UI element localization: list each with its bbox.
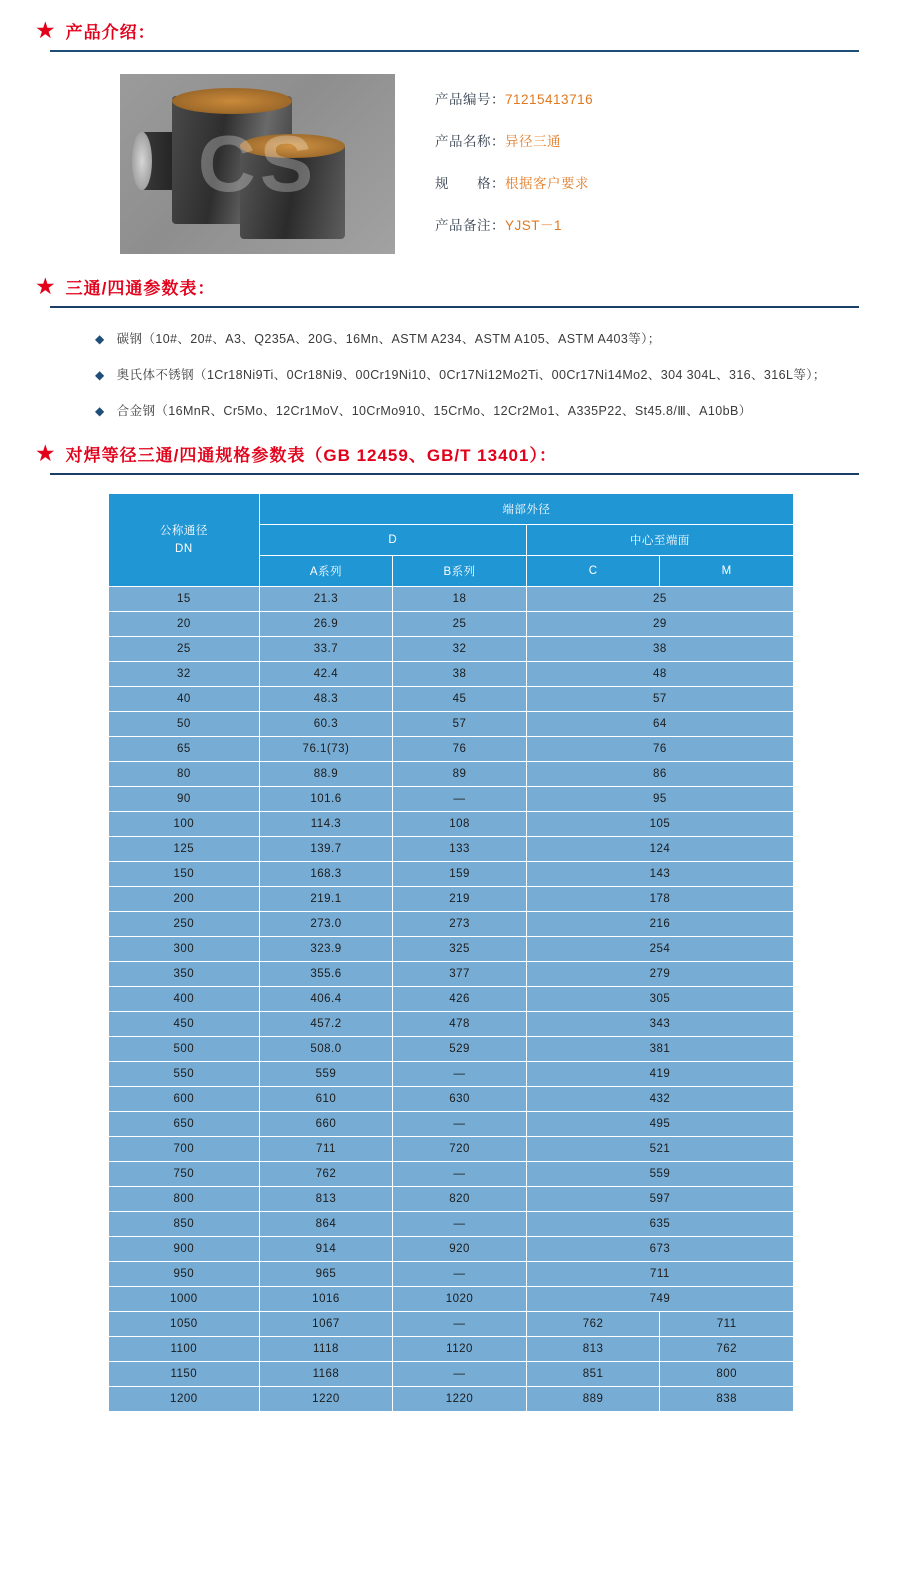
th-c: C [526, 556, 660, 587]
cell-center-to-end: 711 [526, 1262, 793, 1287]
cell-center-to-end: 495 [526, 1112, 793, 1137]
th-dn-line2: DN [175, 543, 193, 556]
star-icon: ★ [35, 17, 56, 43]
cell-a-series: 33.7 [259, 637, 393, 662]
cell-dn: 550 [109, 1062, 260, 1087]
cell-b-series: 920 [393, 1237, 527, 1262]
cell-b-series: 38 [393, 662, 527, 687]
table-row [109, 787, 794, 812]
cell-a-series: 1016 [259, 1287, 393, 1312]
cell-b-series: — [393, 1062, 527, 1087]
list-item-text: 合金钢（16MnR、Cr5Mo、12Cr1MoV、10CrMo910、15CrMo、12Cr2Mo1、A335P22、St45.8/Ⅲ、A10bB） [116, 404, 752, 419]
list-item [95, 364, 844, 387]
cell-b-series: 32 [393, 637, 527, 662]
cell-dn: 150 [109, 862, 260, 887]
cell-dn: 850 [109, 1212, 260, 1237]
cell-center-to-end: 95 [526, 787, 793, 812]
cell-b-series: 133 [393, 837, 527, 862]
cell-dn: 400 [109, 987, 260, 1012]
divider-spec-table [50, 473, 859, 475]
diamond-icon: ◆ [95, 404, 105, 419]
cell-center-to-end: 597 [526, 1187, 793, 1212]
cell-a-series: 76.1(73) [259, 737, 393, 762]
cell-center-to-end: 673 [526, 1237, 793, 1262]
product-field-value: YJST－1 [505, 218, 563, 233]
list-item [95, 328, 844, 351]
cell-dn: 1150 [109, 1362, 260, 1387]
cell-b-series: — [393, 787, 527, 812]
cell-a-series: 42.4 [259, 662, 393, 687]
list-item [95, 400, 844, 423]
table-row [109, 937, 794, 962]
cell-c: 762 [526, 1312, 660, 1337]
cell-dn: 90 [109, 787, 260, 812]
product-image [120, 74, 395, 254]
cell-b-series: 325 [393, 937, 527, 962]
cell-a-series: 1168 [259, 1362, 393, 1387]
table-row [109, 1362, 794, 1387]
table-row [109, 837, 794, 862]
cell-dn: 300 [109, 937, 260, 962]
table-row [109, 1387, 794, 1412]
table-row [109, 637, 794, 662]
diamond-icon: ◆ [95, 332, 105, 346]
divider-product-intro [50, 50, 859, 52]
cell-center-to-end: 216 [526, 912, 793, 937]
section-title-params: 三通/四通参数表： [65, 279, 216, 298]
cell-dn: 900 [109, 1237, 260, 1262]
table-row [109, 612, 794, 637]
table-row [109, 762, 794, 787]
cell-dn: 1000 [109, 1287, 260, 1312]
section-title-spec-table: 对焊等径三通/四通规格参数表（GB 12459、GB/T 13401）： [65, 446, 557, 466]
cell-c: 813 [526, 1337, 660, 1362]
cell-dn: 15 [109, 587, 260, 612]
cell-b-series: 76 [393, 737, 527, 762]
cell-center-to-end: 635 [526, 1212, 793, 1237]
cell-center-to-end: 143 [526, 862, 793, 887]
table-row [109, 1012, 794, 1037]
cell-dn: 200 [109, 887, 260, 912]
cell-center-to-end: 25 [526, 587, 793, 612]
spec-table-container [35, 493, 874, 1442]
star-icon: ★ [35, 273, 56, 299]
cell-center-to-end: 432 [526, 1087, 793, 1112]
cell-dn: 600 [109, 1087, 260, 1112]
cell-b-series: 159 [393, 862, 527, 887]
cell-b-series: 89 [393, 762, 527, 787]
section-header-params [35, 274, 874, 299]
table-row [109, 587, 794, 612]
table-row [109, 712, 794, 737]
table-row [109, 1337, 794, 1362]
table-row [109, 1287, 794, 1312]
cell-b-series: — [393, 1212, 527, 1237]
cell-b-series: 18 [393, 587, 527, 612]
product-field-label: 产品备注： [435, 218, 505, 233]
cell-a-series: 610 [259, 1087, 393, 1112]
cell-center-to-end: 279 [526, 962, 793, 987]
th-b-series: B系列 [393, 556, 527, 587]
th-outer-diameter: 端部外径 [259, 494, 793, 525]
table-row [109, 1137, 794, 1162]
cell-a-series: 914 [259, 1237, 393, 1262]
table-row [109, 862, 794, 887]
cell-m: 800 [660, 1362, 794, 1387]
table-row [109, 912, 794, 937]
cell-m: 838 [660, 1387, 794, 1412]
cell-a-series: 864 [259, 1212, 393, 1237]
cell-dn: 80 [109, 762, 260, 787]
cell-a-series: 273.0 [259, 912, 393, 937]
cell-a-series: 711 [259, 1137, 393, 1162]
cell-dn: 450 [109, 1012, 260, 1037]
cell-dn: 1200 [109, 1387, 260, 1412]
cell-a-series: 101.6 [259, 787, 393, 812]
divider-params [50, 306, 859, 308]
star-icon: ★ [35, 440, 56, 467]
cell-center-to-end: 305 [526, 987, 793, 1012]
table-row [109, 737, 794, 762]
cell-dn: 50 [109, 712, 260, 737]
table-row [109, 1262, 794, 1287]
cell-a-series: 168.3 [259, 862, 393, 887]
table-row [109, 987, 794, 1012]
cell-a-series: 406.4 [259, 987, 393, 1012]
cell-b-series: 426 [393, 987, 527, 1012]
cell-a-series: 48.3 [259, 687, 393, 712]
cell-center-to-end: 48 [526, 662, 793, 687]
product-field-label: 规 格： [435, 176, 505, 191]
cell-center-to-end: 343 [526, 1012, 793, 1037]
cell-a-series: 660 [259, 1112, 393, 1137]
product-field-list [435, 74, 593, 256]
cell-center-to-end: 86 [526, 762, 793, 787]
cell-b-series: — [393, 1312, 527, 1337]
cell-dn: 20 [109, 612, 260, 637]
cell-a-series: 114.3 [259, 812, 393, 837]
cell-dn: 100 [109, 812, 260, 837]
cell-dn: 125 [109, 837, 260, 862]
cell-dn: 40 [109, 687, 260, 712]
section-header-product-intro [35, 18, 874, 43]
table-row [109, 1312, 794, 1337]
table-row [109, 1037, 794, 1062]
product-field-label: 产品编号： [435, 92, 505, 107]
product-intro-block [35, 74, 874, 256]
spec-table [108, 493, 794, 1412]
th-a-series: A系列 [259, 556, 393, 587]
cell-b-series: 820 [393, 1187, 527, 1212]
list-item-text: 奥氏体不锈钢（1Cr18Ni9Ti、0Cr18Ni9、00Cr19Ni10、0Cr17Ni12Mo2Ti、00Cr17Ni14Mo2、304 304L、316、316L等）； [116, 368, 826, 383]
section-header-spec-table [35, 441, 874, 466]
material-bullet-list [35, 328, 874, 423]
cell-b-series: — [393, 1262, 527, 1287]
cell-b-series: 529 [393, 1037, 527, 1062]
cell-dn: 800 [109, 1187, 260, 1212]
th-dn-line1: 公称通径 [159, 524, 208, 537]
table-header-row [109, 494, 794, 525]
cell-b-series: — [393, 1112, 527, 1137]
cell-center-to-end: 124 [526, 837, 793, 862]
cell-b-series: 25 [393, 612, 527, 637]
table-row [109, 662, 794, 687]
th-m: M [660, 556, 794, 587]
th-center-to-end: 中心至端面 [526, 525, 793, 556]
product-field-value: 异径三通 [505, 134, 561, 149]
cell-a-series: 355.6 [259, 962, 393, 987]
spec-table-head [109, 494, 794, 587]
th-d: D [259, 525, 526, 556]
cell-a-series: 762 [259, 1162, 393, 1187]
cell-a-series: 219.1 [259, 887, 393, 912]
cell-a-series: 508.0 [259, 1037, 393, 1062]
cell-center-to-end: 105 [526, 812, 793, 837]
product-field-row [435, 130, 593, 150]
table-row [109, 962, 794, 987]
cell-dn: 700 [109, 1137, 260, 1162]
product-field-label: 产品名称： [435, 134, 505, 149]
cell-dn: 250 [109, 912, 260, 937]
th-dn [109, 494, 260, 587]
cell-b-series: 57 [393, 712, 527, 737]
cell-dn: 650 [109, 1112, 260, 1137]
table-row [109, 1062, 794, 1087]
cell-a-series: 26.9 [259, 612, 393, 637]
cell-center-to-end: 64 [526, 712, 793, 737]
product-field-row [435, 88, 593, 108]
cell-center-to-end: 381 [526, 1037, 793, 1062]
cell-b-series: 377 [393, 962, 527, 987]
cell-dn: 350 [109, 962, 260, 987]
cell-dn: 1050 [109, 1312, 260, 1337]
product-field-row [435, 214, 593, 234]
cell-b-series: 720 [393, 1137, 527, 1162]
cell-b-series: 1120 [393, 1337, 527, 1362]
cell-a-series: 1118 [259, 1337, 393, 1362]
table-row [109, 1162, 794, 1187]
cell-a-series: 88.9 [259, 762, 393, 787]
cell-dn: 750 [109, 1162, 260, 1187]
cell-center-to-end: 254 [526, 937, 793, 962]
cell-c: 889 [526, 1387, 660, 1412]
image-watermark: CS [197, 119, 318, 208]
section-title-product-intro: 产品介绍： [65, 23, 156, 42]
cell-dn: 1100 [109, 1337, 260, 1362]
cell-a-series: 1067 [259, 1312, 393, 1337]
cell-b-series: 273 [393, 912, 527, 937]
product-field-value: 71215413716 [505, 92, 594, 107]
cell-b-series: 1020 [393, 1287, 527, 1312]
cell-a-series: 323.9 [259, 937, 393, 962]
cell-m: 762 [660, 1337, 794, 1362]
cell-b-series: — [393, 1362, 527, 1387]
cell-b-series: 45 [393, 687, 527, 712]
cell-dn: 32 [109, 662, 260, 687]
cell-b-series: 108 [393, 812, 527, 837]
cell-a-series: 139.7 [259, 837, 393, 862]
table-row [109, 1112, 794, 1137]
cell-center-to-end: 29 [526, 612, 793, 637]
cell-c: 851 [526, 1362, 660, 1387]
cell-a-series: 457.2 [259, 1012, 393, 1037]
cell-dn: 500 [109, 1037, 260, 1062]
cell-b-series: 630 [393, 1087, 527, 1112]
product-field-value: 根据客户要求 [505, 176, 589, 191]
cell-a-series: 60.3 [259, 712, 393, 737]
table-row [109, 887, 794, 912]
table-row [109, 812, 794, 837]
cell-a-series: 1220 [259, 1387, 393, 1412]
cell-m: 711 [660, 1312, 794, 1337]
cell-b-series: 1220 [393, 1387, 527, 1412]
cell-center-to-end: 749 [526, 1287, 793, 1312]
cell-center-to-end: 178 [526, 887, 793, 912]
cell-center-to-end: 38 [526, 637, 793, 662]
cell-a-series: 559 [259, 1062, 393, 1087]
cell-b-series: 478 [393, 1012, 527, 1037]
cell-b-series: — [393, 1162, 527, 1187]
table-row [109, 1237, 794, 1262]
table-row [109, 1212, 794, 1237]
list-item-text: 碳钢（10#、20#、A3、Q235A、20G、16Mn、ASTM A234、ASTM A105、ASTM A403等）； [116, 332, 661, 346]
table-row [109, 1087, 794, 1112]
cell-center-to-end: 57 [526, 687, 793, 712]
diamond-icon: ◆ [95, 368, 105, 383]
table-row [109, 1187, 794, 1212]
cell-center-to-end: 419 [526, 1062, 793, 1087]
table-row [109, 687, 794, 712]
cell-center-to-end: 76 [526, 737, 793, 762]
cell-center-to-end: 521 [526, 1137, 793, 1162]
cell-dn: 25 [109, 637, 260, 662]
cell-a-series: 965 [259, 1262, 393, 1287]
cell-a-series: 813 [259, 1187, 393, 1212]
document-page [0, 18, 909, 1442]
cell-center-to-end: 559 [526, 1162, 793, 1187]
cell-dn: 950 [109, 1262, 260, 1287]
spec-table-body [109, 587, 794, 1412]
cell-b-series: 219 [393, 887, 527, 912]
product-field-row [435, 172, 593, 192]
cell-dn: 65 [109, 737, 260, 762]
cell-a-series: 21.3 [259, 587, 393, 612]
